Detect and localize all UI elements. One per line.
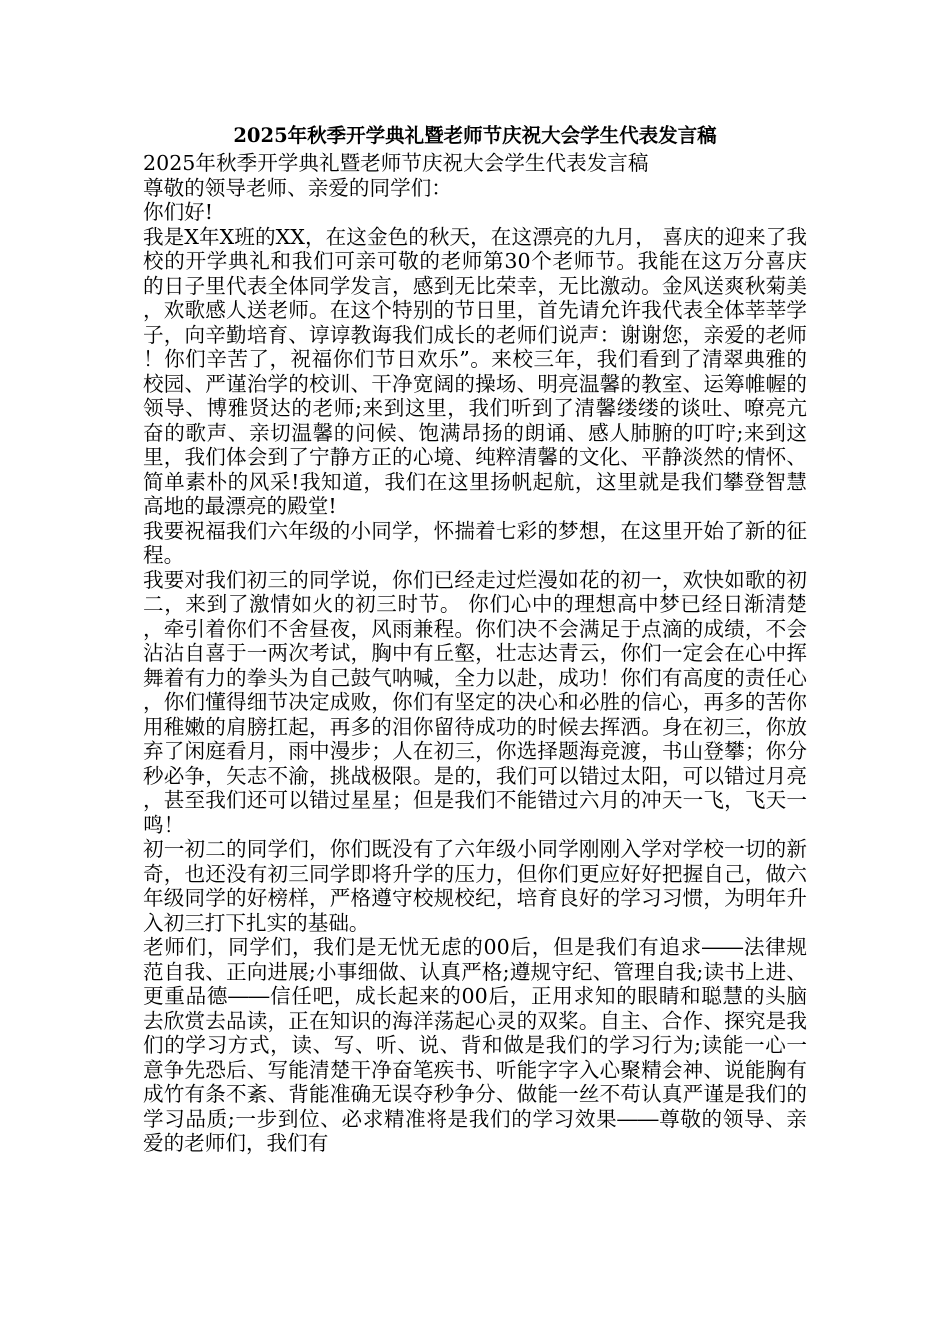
subtitle-line: 2025年秋季开学典礼暨老师节庆祝大会学生代表发言稿 [143,151,649,175]
document-body [143,151,807,1156]
document-title: 2025年秋季开学典礼暨老师节庆祝大会学生代表发言稿 [233,124,717,147]
paragraph-closing: 老师们，同学们，我们是无忧无虑的00后，但是我们有追求――法律规范自我、正向进展;小事细做、认真严格;遵规守纪、管理自我;读书上进、更重品德――信任吧，成长起来的00后，正用求知的眼睛和聪慧的头脑去欣赏去品读，正在知识的海洋荡起心灵的双桨。自主、合作、探究是我们的学习方式，读、写、听、说、背和做是我们的学习行为;读能一心一意争先恐后、写能清楚干净奋笔疾书、听能字字入心聚精会神、说能胸有成竹有条不紊、背能准确无误夺秒争分、做能一丝不苟认真严谨是我们的学习品质;一步到位、必求精准将是我们的学习效果――尊敬的领导、亲爱的老师们，我们有 [143,935,807,1155]
paragraph-intro: 我是X年X班的XX，在这金色的秋天，在这漂亮的九月， 喜庆的迎来了我校的开学典礼和我们可亲可敬的老师第30个老师节。我能在这万分喜庆的日子里代表全体同学发言，感到无比荣幸，无比激动。金风送爽秋菊美，欢歌感人送老师。在这个特别的节日里，首先请允许我代表全体莘莘学子，向辛勤培育、谆谆教诲我们成长的老师们说声：谢谢您，亲爱的老师！你们辛苦了，祝福你们节日欢乐”。来校三年，我们看到了清翠典雅的校园、严谨治学的校训、干净宽阔的操场、明亮温馨的教室、运筹帷幄的领导、博雅贤达的老师;来到这里，我们听到了清馨缕缕的谈吐、嘹亮亢奋的歌声、亲切温馨的问候、饱满昂扬的朗诵、感人肺腑的叮咛;来到这里，我们体会到了宁静方正的心境、纯粹清馨的文化、平静淡然的情怀、简单素朴的风采!我知道，我们在这里扬帆起航，这里就是我们攀登智慧高地的最漂亮的殿堂! [143,224,807,518]
paragraph-grade-nine: 我要对我们初三的同学说，你们已经走过烂漫如花的初一，欢快如歌的初二，来到了激情如火的初三时节。 你们心中的理想高中梦已经日渐清楚，牵引着你们不舍昼夜，风雨兼程。你们决不会满足于点滴的成绩，不会沾沾自喜于一两次考试，胸中有丘壑，壮志达青云，你们一定会在心中挥舞着有力的拳头为自己鼓气呐喊，全力以赴，成功！你们有高度的责任心，你们懂得细节决定成败，你们有坚定的决心和必胜的信心，再多的苦你用稚嫩的肩膀扛起，再多的泪你留待成功的时候去挥洒。身在初三，你放弃了闲庭看月，雨中漫步；人在初三，你选择题海竞渡，书山登攀；你分秒必争，矢志不渝，挑战极限。是的，我们可以错过太阳，可以错过月亮，甚至我们还可以错过星星；但是我们不能错过六月的冲天一飞，飞天一鸣！ [143,567,807,837]
paragraph-grade-six: 我要祝福我们六年级的小同学，怀揣着七彩的梦想，在这里开始了新的征程。 [143,518,807,567]
greeting: 你们好! [143,200,214,224]
salutation: 尊敬的领导老师、亲爱的同学们： [143,175,452,200]
paragraph-grade-seven-eight: 初一初二的同学们，你们既没有了六年级小同学刚刚入学对学校一切的新奇，也还没有初三同学即将升学的压力，但你们更应好好把握自己，做六年级同学的好榜样，严格遵守校规校纪，培育良好的学习习惯，为明年升入初三打下扎实的基础。 [143,837,807,935]
